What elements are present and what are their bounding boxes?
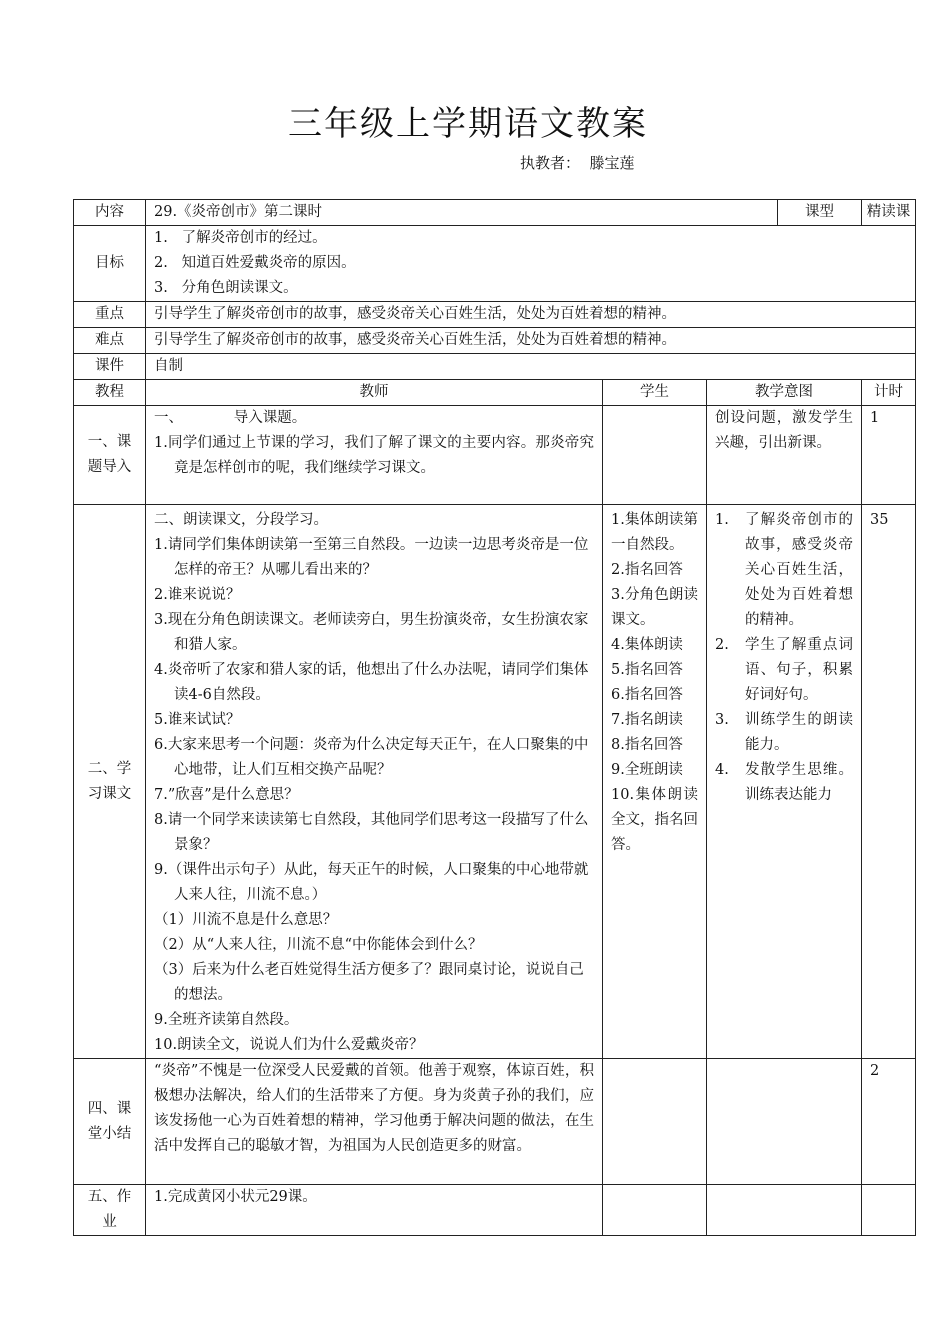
stage2-teacher-line: 1.请同学们集体朗读第一至第三自然段。一边读一边思考炎帝是一位怎样的帝王？从哪儿看出来的？ [154, 537, 589, 578]
stage1-time: 1 [862, 406, 916, 505]
stage2-teacher-line: 2.谁来说说？ [154, 587, 241, 603]
stage2-teacher-line: 5.谁来试试？ [154, 712, 241, 728]
stage5-label: 五、作业 [74, 1185, 146, 1236]
intent-text: 发散学生思维。训练表达能力 [745, 762, 853, 803]
difficulty-value: 引导学生了解炎帝创市的故事，感受炎帝关心百姓生活，处处为百姓着想的精神。 [146, 328, 916, 354]
stage1-intent: 创设问题，激发学生兴趣，引出新课。 [707, 406, 862, 505]
header-time: 计时 [862, 380, 916, 406]
stage4-student [603, 1059, 707, 1185]
stage2-student-line: 5.指名回答 [611, 662, 683, 678]
stage2-intent-item [715, 758, 853, 808]
stage1-teacher [146, 406, 603, 505]
stage1-student [603, 406, 707, 505]
row-stage4 [74, 1059, 916, 1185]
stage2-teacher-line: 二、朗读课文，分段学习。 [154, 512, 328, 528]
stage5-teacher: 1.完成黄冈小状元29课。 [146, 1185, 603, 1236]
row-stage1 [74, 406, 916, 505]
stage1-label: 一、课题导入 [74, 406, 146, 505]
focus-value: 引导学生了解炎帝创市的故事，感受炎帝关心百姓生活，处处为百姓着想的精神。 [146, 302, 916, 328]
stage1-teacher-line: 1.同学们通过上节课的学习，我们了解了课文的主要内容。那炎帝究竟是怎样创市的呢，我们继续学习课文。 [154, 435, 594, 476]
goal-item: 3. 分角色朗读课文。 [154, 280, 298, 296]
stage2-student-line: 9.全班朗读 [611, 762, 683, 778]
content-label: 内容 [74, 200, 146, 226]
stage5-time [862, 1185, 916, 1236]
intent-text: 学生了解重点词语、句子，积累好词好句。 [745, 637, 853, 703]
courseware-label: 课件 [74, 354, 146, 380]
row-stage2 [74, 505, 916, 1059]
goal-label: 目标 [74, 226, 146, 302]
stage2-teacher-line: 7.”欣喜”是什么意思？ [154, 787, 299, 803]
stage2-student [603, 505, 707, 1059]
difficulty-label: 难点 [74, 328, 146, 354]
stage2-teacher-line: 9.全班齐读第自然段。 [154, 1012, 299, 1028]
header-teacher: 教师 [146, 380, 603, 406]
stage2-teacher-line: 3.现在分角色朗读课文。老师读旁白，男生扮演炎帝，女生扮演农家和猎人家。 [154, 612, 589, 653]
stage2-intent [707, 505, 862, 1059]
stage2-teacher-line: 8.请一个同学来读读第七自然段，其他同学们思考这一段描写了什么景象？ [154, 812, 589, 853]
stage2-intent-item [715, 508, 853, 633]
row-difficulty [74, 328, 916, 354]
stage2-label: 二、学习课文 [74, 505, 146, 1059]
stage2-intent-item [715, 633, 853, 708]
type-value: 精读课 [862, 200, 916, 226]
stage2-teacher-line: （3）后来为什么老百姓觉得生活方便多了？跟同桌讨论，说说自己的想法。 [154, 962, 584, 1003]
intent-number: 1. [715, 512, 729, 528]
header-process: 教程 [74, 380, 146, 406]
stage2-teacher-line: 10.朗读全文，说说人们为什么爱戴炎帝？ [154, 1037, 424, 1053]
stage2-teacher-line: 6.大家来思考一个问题：炎帝为什么决定每天正午，在人口聚集的中心地带，让人们互相交换产品呢？ [154, 737, 589, 778]
stage5-student [603, 1185, 707, 1236]
intent-text: 了解炎帝创市的故事，感受炎帝关心百姓生活，处处为百姓着想的精神。 [745, 512, 853, 628]
goal-list [146, 226, 916, 302]
stage2-teacher-line: （1）川流不息是什么意思？ [154, 912, 338, 928]
stage2-student-line: 3.分角色朗读课文。 [611, 587, 698, 628]
stage2-student-line: 8.指名回答 [611, 737, 683, 753]
stage2-student-line: 6.指名回答 [611, 687, 683, 703]
stage2-intent-item [715, 708, 853, 758]
row-content [74, 200, 916, 226]
author-line: 执教者： 滕宝莲 [520, 154, 635, 172]
stage2-teacher-line: （2）从“人来人往，川流不息“中你能体会到什么？ [154, 937, 483, 953]
stage2-student-line: 7.指名朗读 [611, 712, 683, 728]
type-label: 课型 [778, 200, 862, 226]
row-goals [74, 226, 916, 302]
intent-number: 4. [715, 762, 729, 778]
stage2-teacher-line: 9.（课件出示句子）从此，每天正午的时候，人口聚集的中心地带就人来人往，川流不息。） [154, 862, 589, 903]
header-intent: 教学意图 [707, 380, 862, 406]
content-value: 29.《炎帝创市》第二课时 [146, 200, 778, 226]
stage2-student-line: 4.集体朗读 [611, 637, 683, 653]
goal-item: 1. 了解炎帝创市的经过。 [154, 230, 327, 246]
stage1-teacher-line: 一、 导入课题。 [154, 410, 307, 426]
row-courseware [74, 354, 916, 380]
stage2-student-line: 2.指名回答 [611, 562, 683, 578]
intent-number: 2. [715, 637, 729, 653]
courseware-value: 自制 [146, 354, 916, 380]
intent-number: 3. [715, 712, 729, 728]
stage4-label: 四、课堂小结 [74, 1059, 146, 1185]
page-title: 三年级上学期语文教案 [288, 104, 648, 144]
lesson-plan-table [73, 199, 916, 1236]
row-stage5 [74, 1185, 916, 1236]
stage4-time: 2 [862, 1059, 916, 1185]
stage2-teacher-line: 4.炎帝听了农家和猎人家的话，他想出了什么办法呢，请同学们集体读4-6自然段。 [154, 662, 589, 703]
stage4-teacher: “炎帝”不愧是一位深受人民爱戴的首领。他善于观察，体谅百姓，积极想办法解决，给人们的生活带来了方便。身为炎黄子孙的我们，应该发扬他一心为百姓着想的精神，学习他勇于解决问题的做法，在生活中发挥自己的聪敏才智，为祖国为人民创造更多的财富。 [146, 1059, 603, 1185]
header-student: 学生 [603, 380, 707, 406]
focus-label: 重点 [74, 302, 146, 328]
goal-item: 2. 知道百姓爱戴炎帝的原因。 [154, 255, 356, 271]
stage5-intent [707, 1185, 862, 1236]
stage2-time: 35 [862, 505, 916, 1059]
row-focus [74, 302, 916, 328]
stage2-student-line: 10.集体朗读全文，指名回答。 [611, 787, 698, 853]
stage4-intent [707, 1059, 862, 1185]
stage2-student-line: 1.集体朗读第一自然段。 [611, 512, 698, 553]
intent-text: 训练学生的朗读能力。 [745, 712, 853, 753]
row-headers [74, 380, 916, 406]
stage2-teacher [146, 505, 603, 1059]
